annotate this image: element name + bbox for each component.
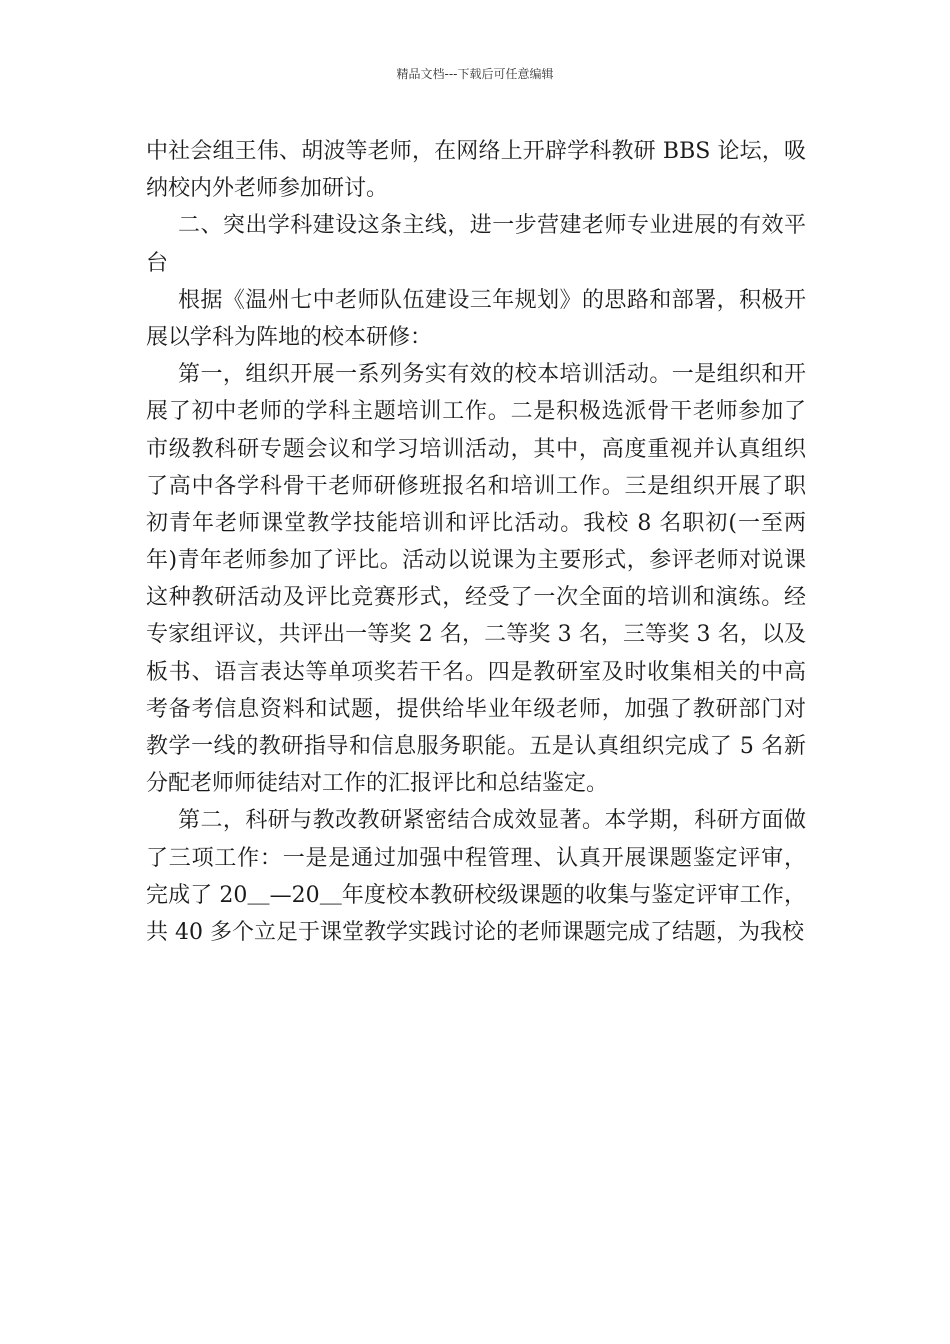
text-line: 分配老师师徒结对工作的汇报评比和总结鉴定。 — [146, 771, 609, 797]
text-line: 专家组评议，共评出一等奖 2 名，二等奖 3 名，三等奖 3 名，以及 — [146, 622, 806, 648]
text-line: 展以学科为阵地的校本研修： — [146, 324, 433, 350]
text-line: 了高中各学科骨干老师研修班报名和培训工作。三是组织开展了职 — [146, 473, 806, 499]
text-line: 初青年老师课堂教学技能培训和评比活动。我校 8 名职初(一至两 — [146, 510, 806, 536]
text-line: 第二，科研与教改教研紧密结合成效显著。本学期，科研方面做 — [178, 808, 806, 834]
text-line: 第一，组织开展一系列务实有效的校本培训活动。一是组织和开 — [178, 362, 806, 388]
text-line: 台 — [146, 250, 169, 276]
text-line: 年)青年老师参加了评比。活动以说课为主要形式，参评老师对说课 — [146, 548, 806, 574]
paragraph-p4 — [146, 356, 806, 802]
text-line: 展了初中老师的学科主题培训工作。二是积极选派骨干老师参加了 — [146, 399, 806, 425]
text-line: 了三项工作：一是是通过加强中程管理、认真开展课题鉴定评审， — [146, 845, 806, 871]
text-line: 这种教研活动及评比竞赛形式，经受了一次全面的培训和演练。经 — [146, 585, 806, 611]
text-line: 市级教科研专题会议和学习培训活动，其中，高度重视并认真组织 — [146, 436, 806, 462]
text-line: 共 40 多个立足于课堂教学实践讨论的老师课题完成了结题，为我校 — [146, 919, 804, 945]
document-body — [146, 133, 806, 951]
text-line: 中社会组王伟、胡波等老师，在网络上开辟学科教研 BBS 论坛，吸 — [146, 139, 806, 164]
paragraph-p1 — [146, 133, 806, 207]
text-line: 完成了 20＿—20＿年度校本教研校级课题的收集与鉴定评审工作， — [146, 882, 806, 908]
text-line: 二、突出学科建设这条主线，进一步营建老师专业进展的有效平 — [178, 213, 806, 239]
text-line: 教学一线的教研指导和信息服务职能。五是认真组织完成了 5 名新 — [146, 734, 806, 759]
text-line: 纳校内外老师参加研讨。 — [146, 176, 389, 202]
paragraph-p2 — [146, 207, 806, 281]
text-line: 根据《温州七中老师队伍建设三年规划》的思路和部署，积极开 — [178, 287, 806, 313]
text-line: 板书、语言表达等单项奖若干名。四是教研室及时收集相关的中高 — [146, 659, 806, 685]
text-line: 考备考信息资料和试题，提供给毕业年级老师，加强了教研部门对 — [146, 696, 806, 722]
page-header: 精品文档---下载后可任意编辑 — [396, 67, 554, 81]
paragraph-p3 — [146, 282, 806, 356]
paragraph-p5 — [146, 802, 806, 951]
